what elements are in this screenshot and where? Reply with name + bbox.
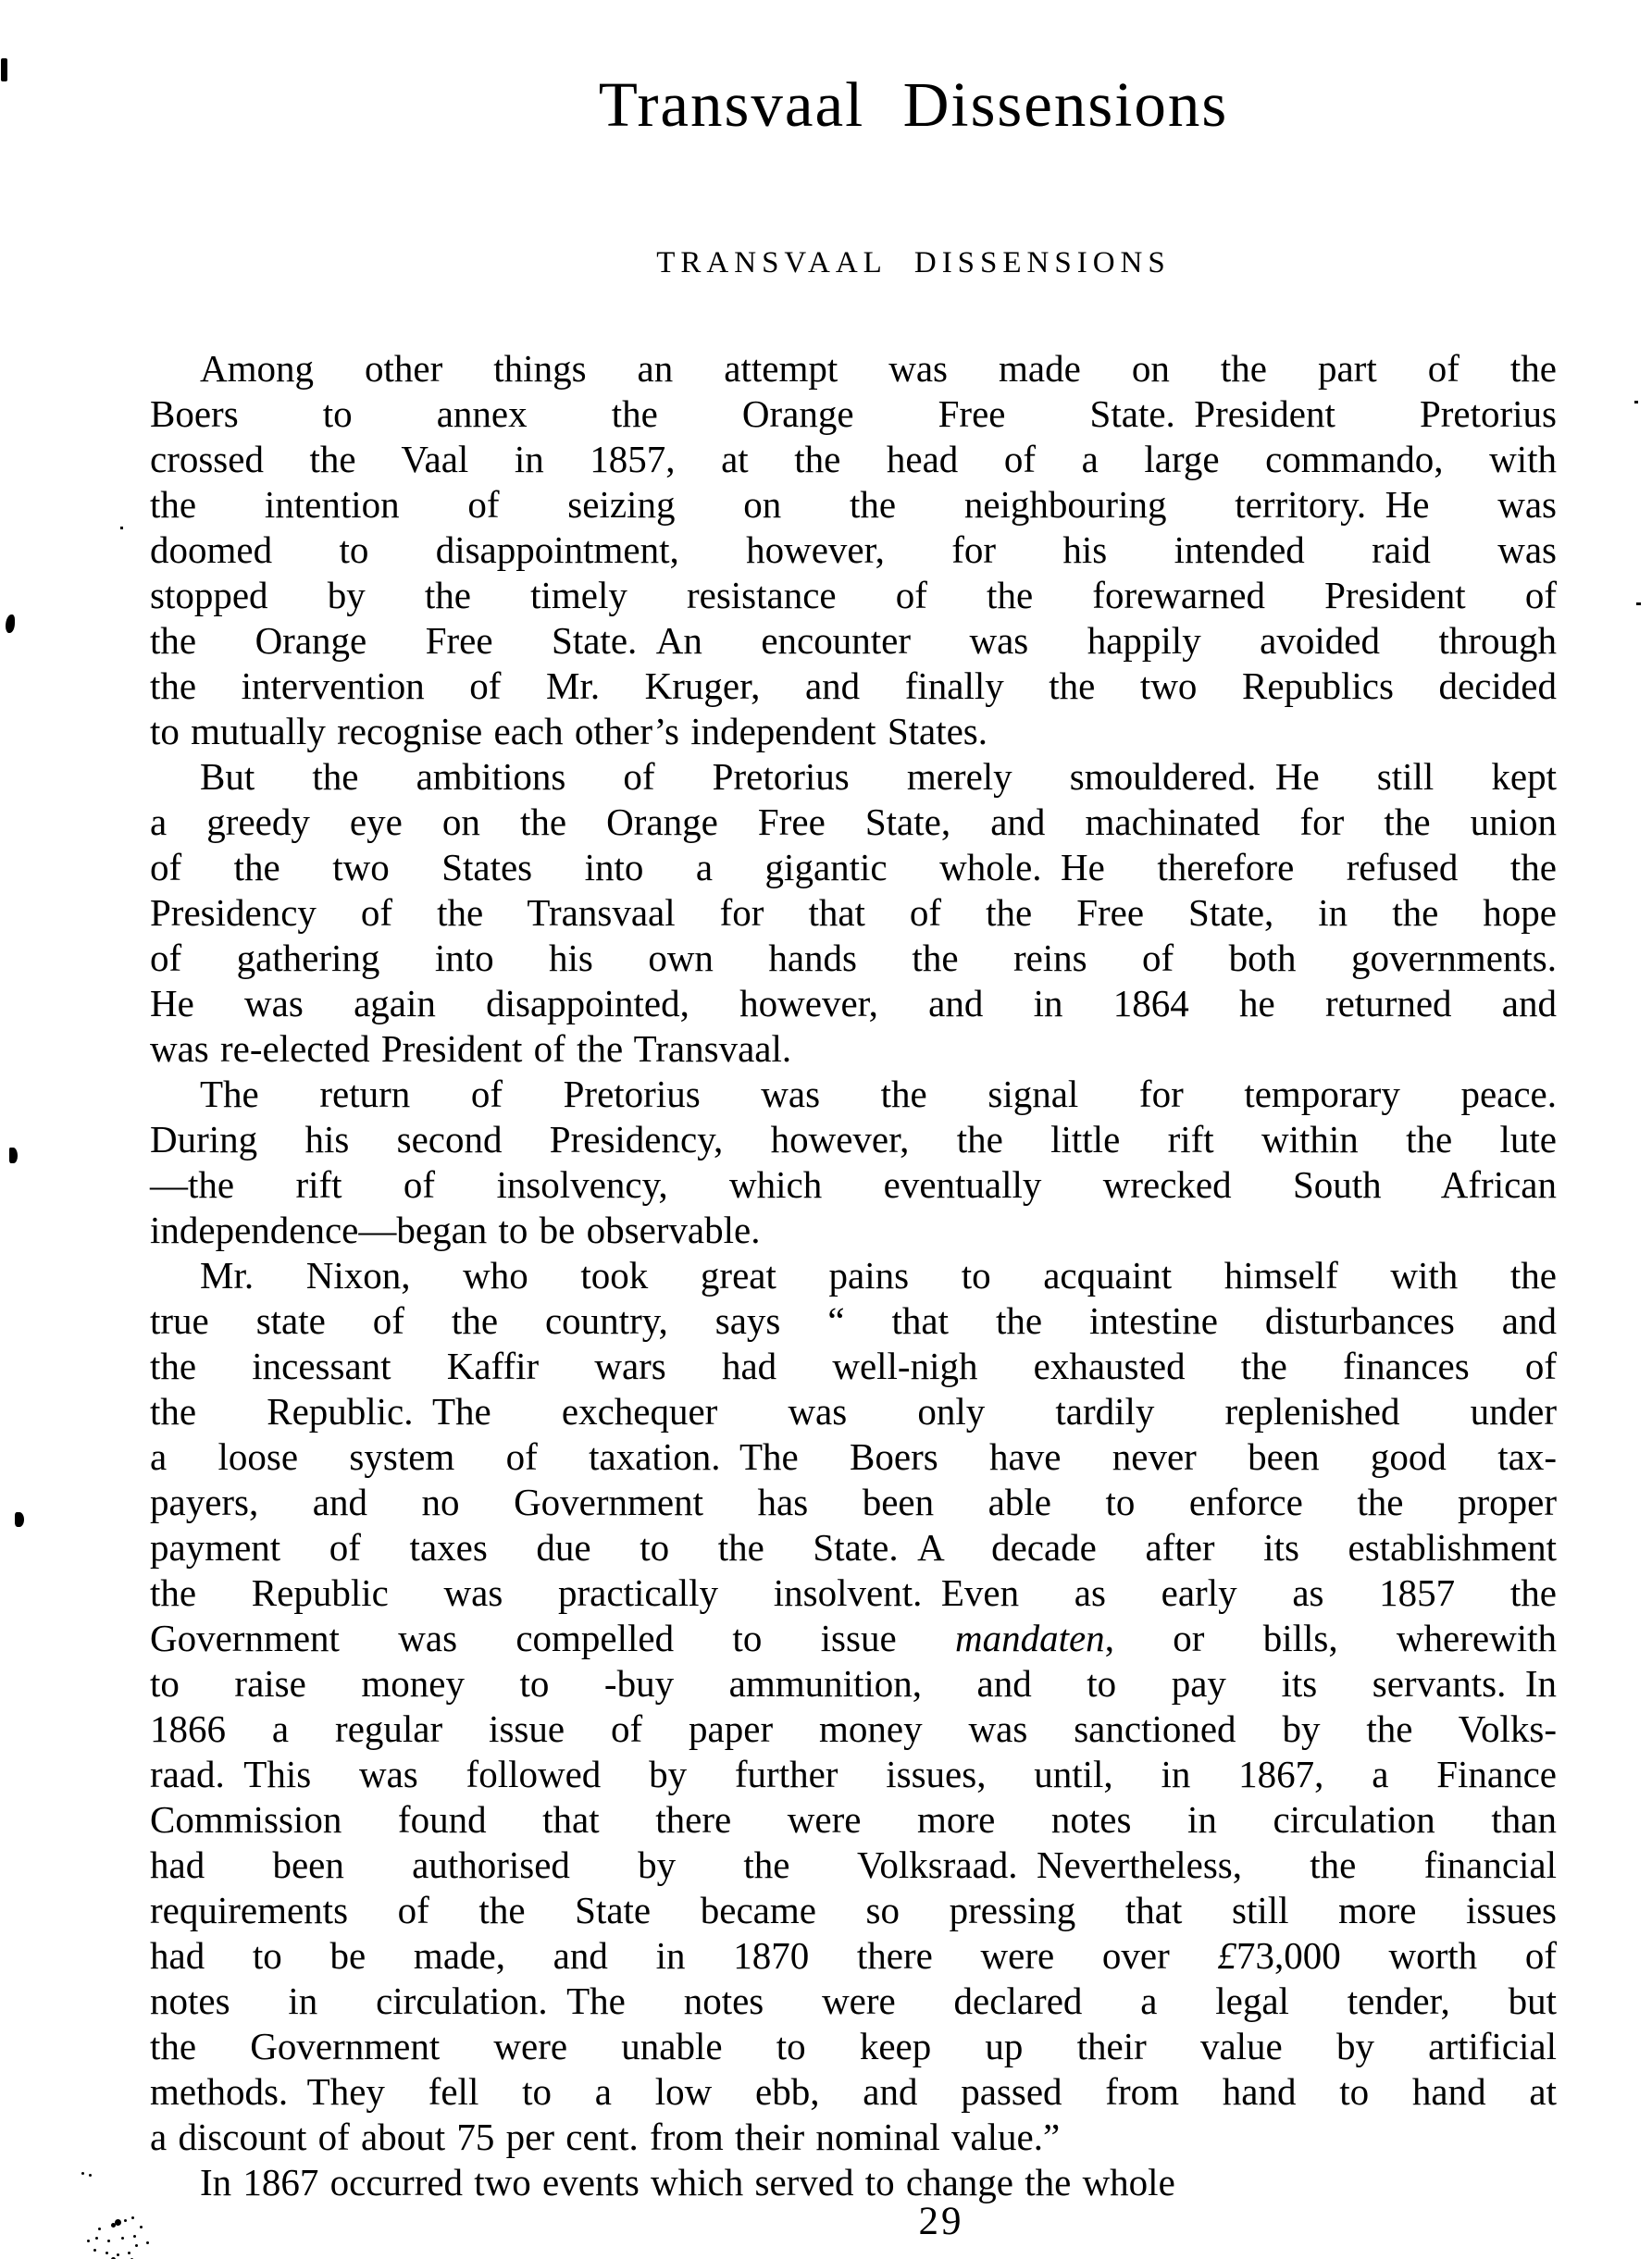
page-number: 29 bbox=[918, 2200, 964, 2243]
text-line: payment of taxes due to the State. A decade after its establishment bbox=[150, 1526, 1557, 1569]
text-line: doomed to disappointment, however, for his intended raid was bbox=[150, 528, 1557, 571]
text-line: a discount of about 75 per cent. from their nominal value.” bbox=[150, 2116, 1061, 2158]
text-line: In 1867 occurred two events which served to change the whole bbox=[200, 2161, 1175, 2203]
text-line: 1866 a regular issue of paper money was sanctioned by the Volks- bbox=[150, 1707, 1557, 1750]
text-line: the Republic. The exchequer was only tardily replenished under bbox=[150, 1390, 1557, 1433]
text-line: Among other things an attempt was made on the part of the bbox=[200, 347, 1557, 390]
text-line: During his second Presidency, however, the little rift within the lute bbox=[150, 1118, 1557, 1161]
text-line: was re-elected President of the Transvaal. bbox=[150, 1027, 792, 1070]
text-line: notes in circulation. The notes were declared a legal tender, but bbox=[150, 1980, 1557, 2022]
text-line: Presidency of the Transvaal for that of the Free State, in the hope bbox=[150, 891, 1557, 934]
running-head: TRANSVAAL DISSENSIONS bbox=[656, 246, 1171, 279]
text-line: the Orange Free State. An encounter was happily avoided through bbox=[150, 619, 1557, 662]
text-line: of the two States into a gigantic whole. He therefore refused the bbox=[150, 846, 1557, 888]
text-line: the Government were unable to keep up their value by artificial bbox=[150, 2025, 1557, 2067]
text-line: to mutually recognise each other’s independent States. bbox=[150, 710, 988, 752]
text-line: —the rift of insolvency, which eventually wrecked South African bbox=[150, 1163, 1557, 1206]
text-line: had to be made, and in 1870 there were over £73,000 worth of bbox=[150, 1934, 1557, 1977]
text-line: the intervention of Mr. Kruger, and finally the two Republics decided bbox=[150, 664, 1557, 707]
text-line: Boers to annex the Orange Free State. President Pretorius bbox=[150, 392, 1557, 435]
text-line: the incessant Kaffir wars had well-nigh exhausted the finances of bbox=[150, 1345, 1557, 1387]
ink-speck bbox=[1634, 401, 1638, 403]
text-line: raad. This was followed by further issues, until, in 1867, a Finance bbox=[150, 1753, 1557, 1795]
ink-blot bbox=[15, 1512, 24, 1527]
text-line: stopped by the timely resistance of the forewarned President of bbox=[150, 574, 1557, 616]
ink-speck bbox=[1636, 602, 1641, 605]
ink-speck bbox=[120, 527, 123, 529]
ink-speckle-cluster bbox=[81, 2172, 84, 2175]
text-line: Government was compelled to issue mandaten, or bills, wherewith bbox=[150, 1617, 1557, 1659]
text-line: a greedy eye on the Orange Free State, and machinated for the union bbox=[150, 801, 1557, 843]
text-line: had been authorised by the Volksraad. Nevertheless, the financial bbox=[150, 1843, 1557, 1886]
text-line: requirements of the State became so pressing that still more issues bbox=[150, 1889, 1557, 1931]
ink-blot bbox=[1, 58, 7, 81]
text-line: of gathering into his own hands the reins of both governments. bbox=[150, 937, 1557, 979]
text-line: methods. They fell to a low ebb, and passed from hand to hand at bbox=[150, 2070, 1557, 2113]
text-line: He was again disappointed, however, and in 1864 he returned and bbox=[150, 982, 1557, 1024]
chapter-title: Transvaal Dissensions bbox=[598, 69, 1229, 140]
text-line: The return of Pretorius was the signal for temporary peace. bbox=[200, 1073, 1557, 1115]
text-line: true state of the country, says “ that the intestine disturbances and bbox=[150, 1299, 1557, 1342]
text-line: crossed the Vaal in 1857, at the head of a large commando, with bbox=[150, 438, 1557, 480]
text-line: independence—began to be observable. bbox=[150, 1209, 761, 1251]
text-line: a loose system of taxation. The Boers have never been good tax- bbox=[150, 1435, 1557, 1478]
text-line: Commission found that there were more notes in circulation than bbox=[150, 1798, 1557, 1841]
text-line: payers, and no Government has been able to enforce the proper bbox=[150, 1481, 1557, 1523]
text-line: the Republic was practically insolvent. Even as early as 1857 the bbox=[150, 1571, 1557, 1614]
text-line: to raise money to -buy ammunition, and to pay its servants. In bbox=[150, 1662, 1557, 1705]
text-line: Mr. Nixon, who took great pains to acquaint himself with the bbox=[200, 1254, 1557, 1297]
text-line: But the ambitions of Pretorius merely smouldered. He still kept bbox=[200, 755, 1557, 798]
ink-blot bbox=[9, 1148, 18, 1163]
body-text bbox=[150, 346, 1557, 2205]
ink-blot bbox=[6, 614, 15, 633]
text-line: the intention of seizing on the neighbouring territory. He was bbox=[150, 483, 1557, 526]
